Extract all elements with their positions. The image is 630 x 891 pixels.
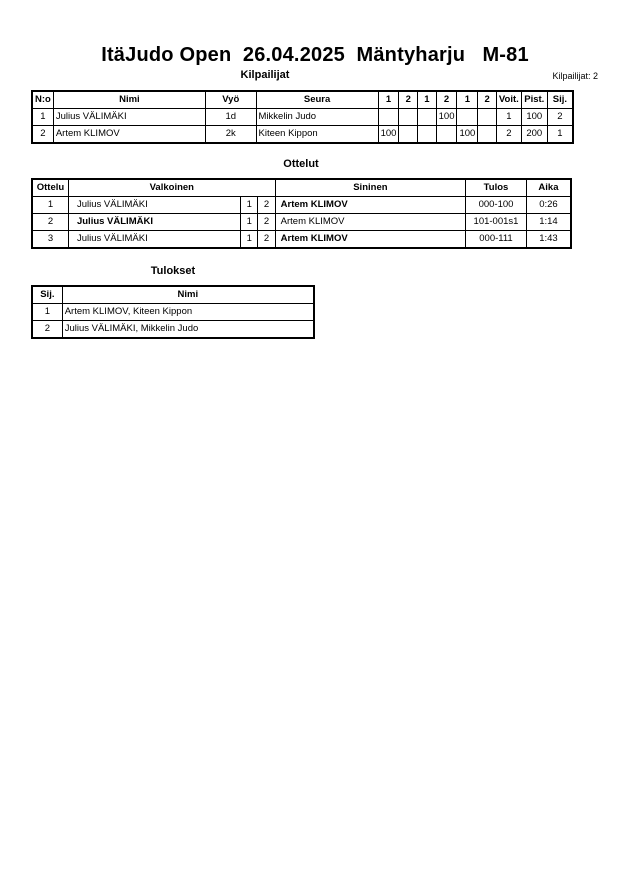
col-header-score-5: 1	[457, 91, 478, 109]
score-cell: 100	[436, 109, 457, 126]
col-header-score-4: 2	[436, 91, 457, 109]
col-header-score-6: 2	[478, 91, 497, 109]
table-row	[32, 304, 314, 321]
blue-competitor: Artem KLIMOV	[275, 214, 465, 231]
match-time: 1:43	[526, 231, 571, 249]
match-no: 1	[32, 197, 68, 214]
competitor-count: Kilpailijat: 2	[552, 71, 598, 81]
score-cell	[378, 109, 399, 126]
score-cell	[418, 126, 437, 144]
competitors-table	[31, 90, 574, 144]
result-rank: 2	[32, 321, 62, 339]
col-header-match: Ottelu	[32, 179, 68, 197]
competitor-points: 200	[521, 126, 547, 144]
score-cell: 100	[457, 126, 478, 144]
score-cell	[478, 126, 497, 144]
score-cell	[399, 109, 418, 126]
results-header-row	[32, 286, 314, 304]
blue-competitor: Artem KLIMOV	[275, 197, 465, 214]
match-time: 0:26	[526, 197, 571, 214]
page-title: ItäJudo Open 26.04.2025 Mäntyharju M-81	[101, 44, 529, 66]
col-header-belt: Vyö	[205, 91, 256, 109]
white-competitor: Julius VÄLIMÄKI	[68, 197, 240, 214]
competitor-belt: 2k	[205, 126, 256, 144]
white-no: 1	[241, 214, 258, 231]
white-no: 1	[241, 231, 258, 249]
table-row	[32, 197, 571, 214]
competitor-club: Mikkelin Judo	[256, 109, 378, 126]
competitor-rank: 2	[547, 109, 573, 126]
competitors-heading: Kilpailijat	[240, 69, 290, 81]
score-cell	[399, 126, 418, 144]
competitor-name: Artem KLIMOV	[53, 126, 205, 144]
score-cell	[436, 126, 457, 144]
competitor-club: Kiteen Kippon	[256, 126, 378, 144]
white-no: 1	[241, 197, 258, 214]
result-name: Artem KLIMOV, Kiteen Kippon	[62, 304, 314, 321]
white-competitor: Julius VÄLIMÄKI	[68, 214, 240, 231]
col-header-rank: Sij.	[547, 91, 573, 109]
col-header-wins: Voit.	[496, 91, 521, 109]
results-heading: Tulokset	[150, 265, 196, 277]
blue-no: 2	[258, 231, 275, 249]
match-no: 3	[32, 231, 68, 249]
competitors-header-row	[32, 91, 573, 109]
col-header-rank: Sij.	[32, 286, 62, 304]
col-header-time: Aika	[526, 179, 571, 197]
col-header-name: Nimi	[62, 286, 314, 304]
table-row	[32, 109, 573, 126]
match-result: 101-001s1	[466, 214, 527, 231]
competitor-wins: 2	[496, 126, 521, 144]
matches-heading: Ottelut	[283, 158, 319, 170]
result-rank: 1	[32, 304, 62, 321]
score-cell	[457, 109, 478, 126]
score-cell	[478, 109, 497, 126]
col-header-result: Tulos	[466, 179, 527, 197]
col-header-blue: Sininen	[275, 179, 465, 197]
result-name: Julius VÄLIMÄKI, Mikkelin Judo	[62, 321, 314, 339]
competitor-rank: 1	[547, 126, 573, 144]
match-result: 000-111	[466, 231, 527, 249]
col-header-no: N:o	[32, 91, 53, 109]
competitor-points: 100	[521, 109, 547, 126]
competitor-wins: 1	[496, 109, 521, 126]
col-header-score-1: 1	[378, 91, 399, 109]
table-row	[32, 321, 314, 339]
table-row	[32, 126, 573, 144]
competitor-no: 2	[32, 126, 53, 144]
match-time: 1:14	[526, 214, 571, 231]
blue-no: 2	[258, 214, 275, 231]
competitor-belt: 1d	[205, 109, 256, 126]
score-cell	[418, 109, 437, 126]
results-table	[31, 285, 315, 339]
col-header-points: Pist.	[521, 91, 547, 109]
col-header-name: Nimi	[53, 91, 205, 109]
col-header-score-3: 1	[418, 91, 437, 109]
score-cell: 100	[378, 126, 399, 144]
blue-competitor: Artem KLIMOV	[275, 231, 465, 249]
table-row	[32, 214, 571, 231]
col-header-club: Seura	[256, 91, 378, 109]
match-no: 2	[32, 214, 68, 231]
blue-no: 2	[258, 197, 275, 214]
competitor-no: 1	[32, 109, 53, 126]
white-competitor: Julius VÄLIMÄKI	[68, 231, 240, 249]
col-header-white: Valkoinen	[68, 179, 275, 197]
table-row	[32, 231, 571, 249]
match-result: 000-100	[466, 197, 527, 214]
matches-table	[31, 178, 572, 249]
matches-header-row	[32, 179, 571, 197]
col-header-score-2: 2	[399, 91, 418, 109]
competitor-name: Julius VÄLIMÄKI	[53, 109, 205, 126]
